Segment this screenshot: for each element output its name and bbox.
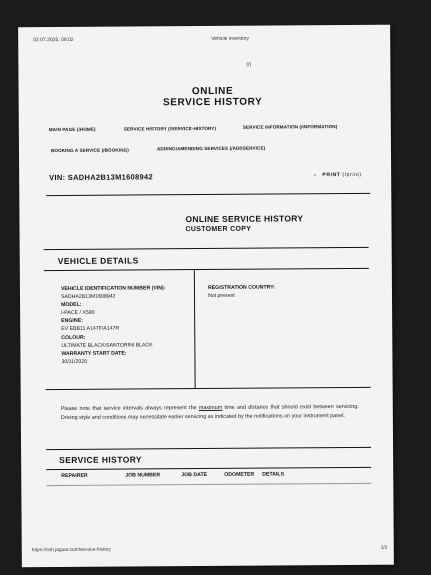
service-history-title: SERVICE HISTORY bbox=[59, 454, 143, 466]
table-header-underline bbox=[46, 483, 371, 486]
vehicle-details-fields bbox=[61, 284, 166, 366]
vin-value: SADHA2B13M1608942 bbox=[60, 293, 116, 301]
report-subtitle: CUSTOMER COPY bbox=[185, 225, 252, 234]
nav-service-history[interactable]: SERVICE HISTORY (/SERVICE-HISTORY) bbox=[123, 125, 217, 132]
note-emphasis: maximum bbox=[198, 404, 223, 412]
divider bbox=[44, 268, 369, 272]
engine-value: EV EBB11 A147F/A147R bbox=[61, 326, 120, 333]
print-path: (/print) bbox=[342, 171, 362, 179]
registration-country bbox=[208, 284, 275, 301]
print-datetime: 02.07.2025, 09:02 bbox=[33, 36, 74, 44]
nav-main-page[interactable]: MAIN PAGE (/HOME) bbox=[48, 126, 96, 133]
nav-booking[interactable]: BOOKING A SERVICE (/BOOKING) bbox=[50, 147, 129, 154]
note-text-2: time and distance that should exist between servicing. Driving style and conditions may necessitate earlier servicing as indicated by the notifications on your instrument panel. bbox=[60, 403, 359, 422]
nav-adding-services[interactable]: ADDING/AMENDING SERVICES (/ADDSERVICE) bbox=[156, 145, 266, 152]
reg-country-label: REGISTRATION COUNTRY: bbox=[207, 284, 276, 291]
chevron-right-icon: › bbox=[314, 172, 317, 179]
divider bbox=[46, 387, 371, 391]
report-title: ONLINE SERVICE HISTORY bbox=[185, 213, 304, 225]
page-title bbox=[19, 85, 391, 110]
footer-page-number: 1/2 bbox=[380, 545, 388, 551]
col-job-number: JOB NUMBER bbox=[125, 472, 161, 479]
colour-label: COLOUR: bbox=[61, 334, 86, 341]
col-repairer: REPAIRER bbox=[61, 472, 88, 480]
divider bbox=[46, 467, 371, 471]
divider bbox=[44, 247, 369, 251]
service-interval-note bbox=[61, 403, 359, 423]
divider bbox=[46, 447, 371, 451]
model-value: I-PACE / X590 bbox=[61, 310, 95, 317]
colour-value: ULTIMATE BLACK/SANTORINI BLACK bbox=[61, 342, 153, 349]
vin-heading: VIN: SADHA2B13M1608942 bbox=[49, 172, 153, 183]
column-divider bbox=[194, 270, 196, 389]
col-details: DETAILS bbox=[262, 471, 285, 478]
home-link[interactable]: (/) bbox=[246, 61, 252, 68]
print-link[interactable] bbox=[314, 172, 362, 178]
reg-country-value: Not present bbox=[207, 292, 235, 300]
printed-page bbox=[18, 25, 394, 568]
print-document-title: Vehicle inventory bbox=[211, 35, 250, 42]
note-text-1: Please note that service intervals always represent the bbox=[60, 405, 199, 413]
page-title-line1: ONLINE bbox=[191, 85, 234, 98]
model-label: MODEL: bbox=[61, 302, 82, 309]
vin-label: VEHICLE IDENTIFICATION NUMBER (VIN): bbox=[60, 285, 166, 293]
warranty-label: WARRANTY START DATE: bbox=[61, 350, 127, 357]
col-job-date: JOB DATE bbox=[181, 471, 208, 479]
warranty-value: 30/11/2020 bbox=[61, 358, 88, 365]
page-title-line2: SERVICE HISTORY bbox=[162, 96, 263, 109]
divider bbox=[46, 193, 370, 197]
vehicle-details-title: VEHICLE DETAILS bbox=[57, 255, 139, 267]
col-odometer: ODOMETER bbox=[224, 471, 255, 478]
print-label: PRINT bbox=[322, 172, 341, 179]
nav-service-information[interactable]: SERVICE INFORMATION (/INFORMATION) bbox=[242, 124, 338, 130]
footer-url: https://osh.jaguar.com/service-history bbox=[31, 547, 111, 554]
engine-label: ENGINE: bbox=[61, 318, 83, 325]
